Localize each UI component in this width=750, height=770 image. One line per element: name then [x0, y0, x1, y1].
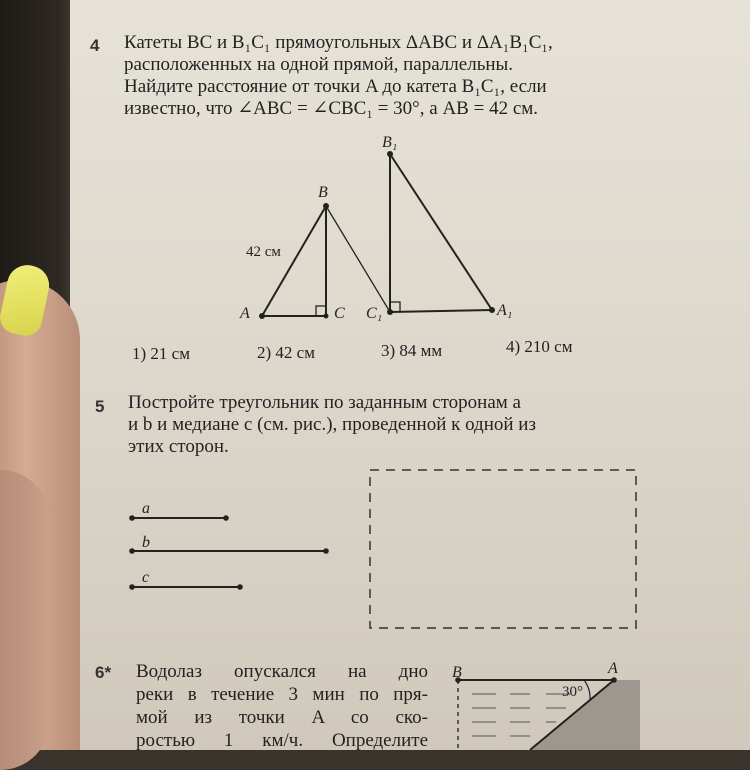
problem-6-line: мой из точки A со ско- — [136, 707, 428, 728]
segment-c1a1 — [390, 310, 492, 312]
answer-option-2[interactable]: 2) 42 см — [257, 343, 315, 362]
segment-ab — [262, 206, 326, 316]
problem-5-number: 5 — [95, 397, 105, 416]
answer-option-3[interactable]: 3) 84 мм — [381, 341, 443, 360]
drawing-area — [370, 470, 636, 628]
point-b — [323, 203, 329, 209]
problem-4-line: Катеты BC и B₁C₁ прямоугольных ΔABC и ΔA₁B₁C₁, — [124, 32, 553, 53]
point-c — [324, 314, 329, 319]
problem-4-line: расположенных на одной прямой, параллельны. — [124, 54, 514, 75]
answer-option-4[interactable]: 4) 210 см — [506, 337, 573, 356]
problem-6-text — [136, 660, 428, 752]
label-b: B — [318, 184, 328, 201]
problem-5-line: и b и медиане c (см. рис.), проведенной к одной из — [128, 414, 536, 435]
segment-bc1 — [326, 206, 390, 312]
problem-6-line: Водолаз опускался на дно — [136, 661, 428, 682]
problem-6-number: 6* — [95, 663, 112, 682]
point-c1 — [387, 309, 393, 315]
label-ab-length: 42 см — [246, 244, 281, 260]
label-c1: C₁ — [366, 305, 383, 322]
label-a: A — [240, 305, 250, 322]
label-angle-30: 30° — [562, 684, 583, 700]
problem-4-line: известно, что ∠ABC = ∠CBC₁ = 30°, а AB = 42 см. — [124, 98, 539, 119]
problem-6-line: ростью 1 км/ч. Определите — [136, 730, 428, 751]
label-a1: A₁ — [497, 302, 513, 319]
river-bank — [530, 680, 640, 750]
angle-arc — [584, 680, 590, 700]
label-segment-c: c — [142, 569, 150, 586]
label-6-a: A — [608, 660, 618, 677]
problem-5-text — [128, 392, 636, 458]
problem-5-line: этих сторон. — [128, 436, 229, 457]
finger-lower — [0, 470, 50, 770]
problem-5-line: Постройте треугольник по заданным сторонам a — [128, 392, 521, 413]
point-a1 — [489, 307, 495, 313]
problem-4-line: Найдите расстояние от точки A до катета B₁C₁, если — [124, 76, 547, 97]
label-segment-a: a — [142, 500, 150, 517]
label-segment-b: b — [142, 534, 150, 551]
problem-4-number: 4 — [90, 36, 100, 55]
problem-6-line: реки в течение 3 мин по пря- — [136, 684, 428, 705]
point-a — [259, 313, 265, 319]
label-b1: B₁ — [382, 134, 398, 151]
answer-option-1[interactable]: 1) 21 см — [132, 344, 190, 363]
label-6-b: B — [452, 664, 462, 681]
label-c: C — [334, 305, 345, 322]
segment-b1a1 — [390, 154, 492, 310]
